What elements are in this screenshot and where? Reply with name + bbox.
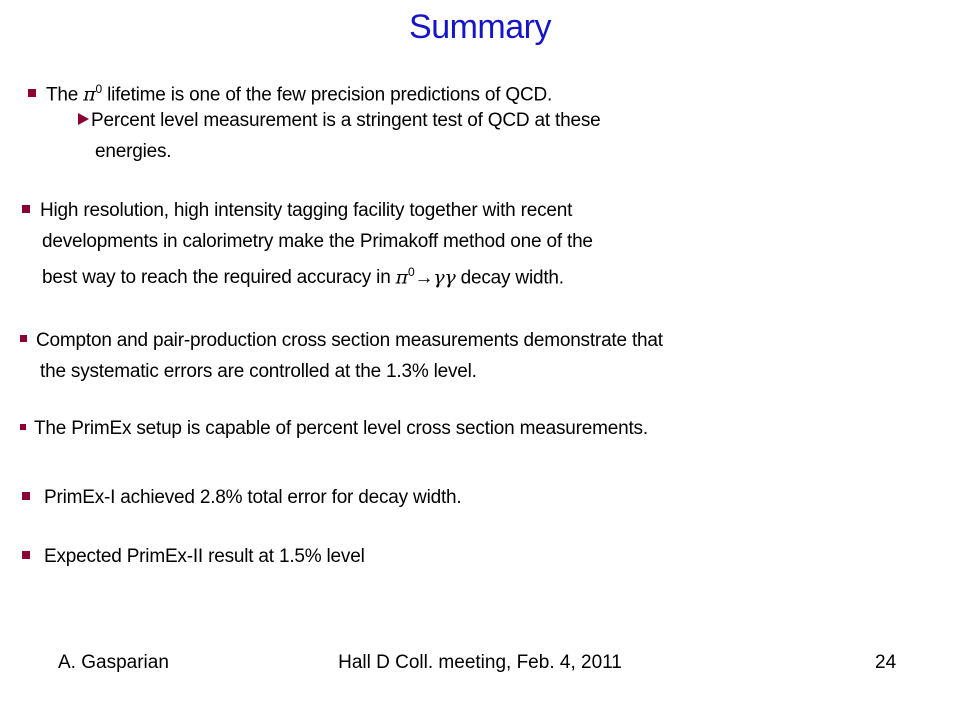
square-bullet-icon: [20, 424, 26, 430]
footer-author: A. Gasparian: [58, 652, 169, 673]
bullet-tagging-facility: [22, 195, 593, 293]
bullet-text: Compton and pair-production cross section measurements demonstrate that: [36, 330, 663, 351]
bullet-primex-setup: [20, 413, 648, 444]
pi-symbol: π: [395, 266, 408, 289]
bullet-text: PrimEx-I achieved 2.8% total error for decay width.: [44, 487, 462, 508]
square-bullet-icon: [22, 205, 30, 213]
pi-symbol: π: [83, 83, 96, 106]
square-bullet-icon: [22, 551, 30, 559]
bullet-text: best way to reach the required accuracy in: [42, 267, 396, 289]
bullet-text: developments in calorimetry make the Primakoff method one of the: [42, 231, 593, 252]
superscript-zero: 0: [407, 265, 415, 279]
bullet-text: lifetime is one of the few precision predictions of QCD.: [102, 84, 553, 106]
bullet-text: High resolution, high intensity tagging facility together with recent: [40, 200, 573, 221]
square-bullet-icon: [28, 89, 36, 97]
bullet-text: The: [46, 84, 84, 106]
footer-event: Hall D Coll. meeting, Feb. 4, 2011: [338, 652, 622, 673]
bullet-text: Expected PrimEx-II result at 1.5% level: [44, 546, 365, 567]
sub-bullet-text: energies.: [95, 141, 172, 162]
bullet-primex-2: [22, 541, 365, 572]
arrow-bullet-icon: [78, 113, 89, 125]
bullet-text: The PrimEx setup is capable of percent level cross section measurements.: [34, 418, 648, 439]
square-bullet-icon: [20, 335, 27, 342]
slide-title: Summary: [409, 8, 551, 46]
bullet-compton-pair: [20, 325, 663, 387]
footer-page-number: 24: [875, 652, 897, 673]
sub-bullet-percent-level: [78, 105, 600, 167]
arrow-symbol: →: [414, 267, 434, 289]
bullet-primex-1: [22, 482, 461, 513]
sub-bullet-text: Percent level measurement is a stringent test of QCD at these: [91, 110, 601, 131]
square-bullet-icon: [22, 492, 30, 500]
gamma-gamma-symbol: γγ: [433, 266, 456, 289]
superscript-zero: 0: [95, 82, 102, 96]
bullet-text: the systematic errors are controlled at the 1.3% level.: [40, 361, 477, 382]
bullet-text: decay width.: [455, 267, 564, 289]
